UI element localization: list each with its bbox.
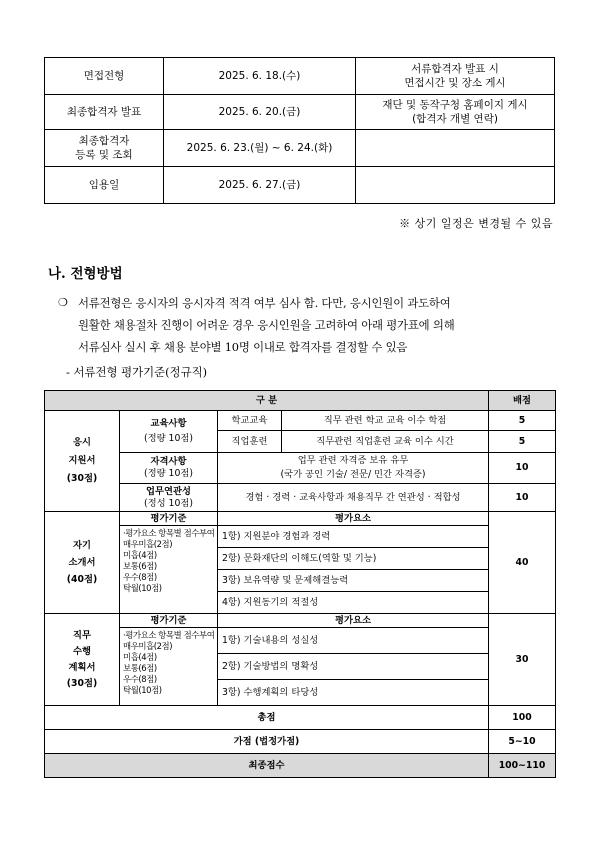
group-line: (30점)	[66, 677, 98, 689]
final-label: 최종점수	[45, 754, 489, 778]
schedule-note-line: 서류합격자 발표 시	[411, 63, 499, 75]
qualification-sub: (정량 10점)	[144, 468, 193, 479]
final-row	[45, 754, 556, 778]
schedule-date: 2025. 6. 18.(수)	[164, 58, 356, 95]
table-row	[45, 614, 556, 628]
plan-criteria-label: 평가기준	[120, 614, 218, 628]
grade-line: 탁월(10점)	[123, 685, 162, 695]
schedule-date: 2025. 6. 27.(금)	[164, 167, 356, 204]
grade-line: ·평가요소 항목별 점수부여	[123, 528, 215, 538]
bonus-row	[45, 730, 556, 754]
schedule-row	[45, 167, 555, 204]
bonus-score: 5~10	[489, 730, 556, 754]
group-line: 계획서	[68, 661, 96, 673]
schedule-date: 2025. 6. 20.(금)	[164, 95, 356, 130]
grade-line: 보통(6점)	[123, 663, 157, 673]
schedule-note	[356, 167, 555, 204]
grade-line: 탁월(10점)	[123, 583, 162, 593]
cover-grade-scale	[120, 526, 218, 614]
final-score: 100~110	[489, 754, 556, 778]
section-title: 나. 전형방법	[48, 266, 123, 282]
cover-score: 40	[489, 512, 556, 614]
education-desc: 직무관련 직업훈련 교육 이수 시간	[282, 431, 489, 453]
education-score: 5	[489, 411, 556, 431]
relevance-label	[120, 484, 218, 512]
relevance-score: 10	[489, 484, 556, 512]
grade-line: 미흡(4점)	[123, 550, 157, 560]
criteria-table	[44, 390, 556, 778]
schedule-stage	[45, 130, 164, 167]
schedule-stage-line: 등록 및 조회	[75, 149, 133, 161]
qualification-desc-line: 업무 관련 자격증 보유 유무	[297, 455, 409, 466]
plan-grade-scale	[120, 628, 218, 706]
paragraph-line: 서류전형은 응시자의 응시자격 적격 여부 심사 함. 다만, 응시인원이 과도하여	[78, 296, 451, 310]
group-application	[45, 411, 120, 512]
education-type: 학교교육	[218, 411, 282, 431]
table-row	[45, 484, 556, 512]
schedule-footnote: ※ 상기 일정은 변경될 수 있음	[399, 217, 553, 230]
group-line: 지원서	[68, 455, 96, 466]
group-job-plan	[45, 614, 120, 706]
group-cover-letter	[45, 512, 120, 614]
education-type: 직업훈련	[218, 431, 282, 453]
education-desc: 직무 관련 학교 교육 이수 학점	[282, 411, 489, 431]
schedule-row	[45, 95, 555, 130]
paragraph-line: 원활한 채용절차 진행이 어려운 경우 응시인원을 고려하여 아래 평가표에 의해	[78, 318, 455, 332]
group-line: 소개서	[68, 556, 96, 568]
plan-item: 1항) 기술내용의 성실성	[218, 628, 489, 654]
schedule-stage: 면접전형	[45, 58, 164, 95]
grade-line: 미흡(4점)	[123, 652, 157, 662]
group-line: (30점)	[66, 473, 98, 484]
group-line: 직무	[73, 629, 91, 641]
grade-line: 보통(6점)	[123, 561, 157, 571]
cover-item: 1항) 지원분야 경험과 경력	[218, 526, 489, 548]
qualification-title: 자격사항	[150, 456, 187, 467]
qualification-desc-line: (국가 공인 기술/ 전문/ 민간 자격증)	[280, 469, 426, 480]
schedule-date: 2025. 6. 23.(월) ~ 6. 24.(화)	[164, 130, 356, 167]
schedule-note	[356, 95, 555, 130]
schedule-stage: 임용일	[45, 167, 164, 204]
schedule-note	[356, 58, 555, 95]
cover-item: 3항) 보유역량 및 문제해결능력	[218, 570, 489, 592]
schedule-row	[45, 130, 555, 167]
plan-elements-label: 평가요소	[218, 614, 489, 628]
relevance-sub: (정성 10점)	[144, 497, 193, 509]
cover-item: 4항) 지원동기의 적절성	[218, 592, 489, 614]
table-row	[45, 512, 556, 526]
cover-criteria-label: 평가기준	[120, 512, 218, 526]
group-line: 자기	[73, 539, 91, 551]
screening-paragraph	[58, 292, 558, 358]
grade-line: 매우미흡(2점)	[123, 641, 173, 651]
schedule-row	[45, 58, 555, 95]
grade-line: 우수(8점)	[123, 674, 157, 684]
group-line: 수행	[73, 645, 91, 657]
total-label: 총점	[45, 706, 489, 730]
criteria-header-row	[45, 391, 556, 411]
header-category: 구 분	[45, 391, 489, 411]
cover-elements-label: 평가요소	[218, 512, 489, 526]
education-sub: (정량 10점)	[144, 433, 193, 444]
education-label	[120, 411, 218, 453]
cover-item: 2항) 문화재단의 이해도(역할 및 기능)	[218, 548, 489, 570]
table-row	[45, 526, 556, 548]
plan-score: 30	[489, 614, 556, 706]
grade-line: 우수(8점)	[123, 572, 157, 582]
table-row	[45, 453, 556, 484]
qualification-desc	[218, 453, 489, 484]
total-row	[45, 706, 556, 730]
bullet-icon: ❍	[58, 296, 68, 309]
group-line: (40점)	[66, 573, 98, 585]
schedule-note-line: 면접시간 및 장소 게시	[404, 77, 506, 89]
schedule-stage: 최종합격자 발표	[45, 95, 164, 130]
table-row	[45, 411, 556, 431]
paragraph-line: 서류심사 실시 후 채용 분야별 10명 이내로 합격자를 결정할 수 있음	[78, 340, 408, 354]
qualification-label	[120, 453, 218, 484]
header-score: 배점	[489, 391, 556, 411]
schedule-note	[356, 130, 555, 167]
schedule-stage-line: 최종합격자	[78, 135, 130, 147]
grade-line: ·평가요소 항목별 점수부여	[123, 630, 215, 640]
schedule-note-line: 재단 및 동작구청 홈페이지 게시	[382, 99, 528, 111]
schedule-table	[44, 57, 555, 204]
bonus-label: 가점 (법정가점)	[45, 730, 489, 754]
table-row	[45, 628, 556, 654]
criteria-heading: - 서류전형 평가기준(정규직)	[66, 365, 208, 379]
total-score: 100	[489, 706, 556, 730]
plan-item: 3항) 수행계획의 타당성	[218, 680, 489, 706]
grade-line: 매우미흡(2점)	[123, 539, 173, 549]
plan-item: 2항) 기술방법의 명확성	[218, 654, 489, 680]
group-line: 응시	[73, 437, 91, 448]
schedule-note-line: (합격자 개별 연락)	[412, 113, 498, 125]
education-title: 교육사항	[150, 418, 187, 429]
relevance-desc: 경험 · 경력 · 교육사항과 채용직무 간 연관성 · 적합성	[218, 484, 489, 512]
relevance-title: 업무연관성	[146, 485, 191, 497]
education-score: 5	[489, 431, 556, 453]
qualification-score: 10	[489, 453, 556, 484]
